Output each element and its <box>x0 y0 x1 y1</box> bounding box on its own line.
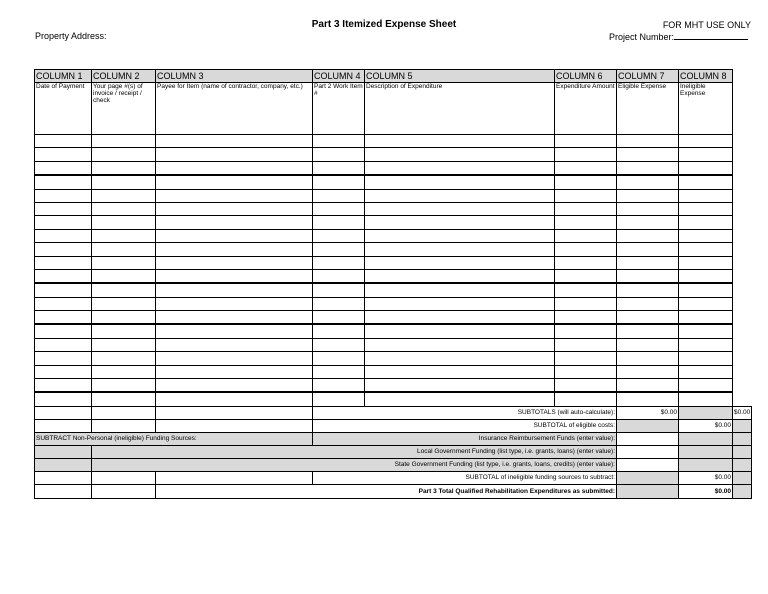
entry-cell-column-4[interactable] <box>313 229 365 242</box>
entry-cell-column-2[interactable] <box>92 352 156 365</box>
entry-cell-column-6[interactable] <box>555 175 617 189</box>
ineligible-blank-2 <box>92 471 156 484</box>
entry-cell-column-2[interactable] <box>92 202 156 215</box>
expense-entry-row <box>35 379 752 393</box>
entry-cell-column-8[interactable] <box>679 379 733 393</box>
entry-cell-column-2[interactable] <box>92 365 156 378</box>
entry-cell-column-5[interactable] <box>365 243 555 256</box>
entry-cell-column-2[interactable] <box>92 256 156 269</box>
entry-cell-column-7[interactable] <box>617 297 679 310</box>
entry-cell-column-1[interactable] <box>35 283 92 297</box>
expense-entry-row <box>35 161 752 175</box>
entry-cell-column-7[interactable] <box>617 189 679 202</box>
entry-cell-column-1[interactable] <box>35 352 92 365</box>
expense-entry-row <box>35 202 752 215</box>
entry-cell-column-8[interactable] <box>679 148 733 161</box>
entry-cell-column-2[interactable] <box>92 338 156 351</box>
entry-cell-column-7[interactable] <box>617 216 679 229</box>
expense-entry-row <box>35 392 752 406</box>
entry-cell-column-2[interactable] <box>92 379 156 393</box>
entry-cell-column-7[interactable] <box>617 283 679 297</box>
entry-cell-column-6[interactable] <box>555 283 617 297</box>
expense-entry-row <box>35 324 752 338</box>
entry-cell-column-7[interactable] <box>617 269 679 283</box>
entry-cell-column-2[interactable] <box>92 175 156 189</box>
expense-entry-row <box>35 135 752 148</box>
entry-cell-column-5[interactable] <box>365 229 555 242</box>
entry-cell-column-4[interactable] <box>313 161 365 175</box>
column-4-header: COLUMN 4 <box>313 70 365 83</box>
entry-rows <box>35 135 752 407</box>
state-gov-value-input[interactable] <box>617 458 679 471</box>
expense-entry-row <box>35 365 752 378</box>
entry-cell-column-5[interactable] <box>365 365 555 378</box>
entry-cell-column-4[interactable] <box>313 365 365 378</box>
entry-cell-column-1[interactable] <box>35 135 92 148</box>
column-3-header: COLUMN 3 <box>156 70 313 83</box>
entry-cell-column-1[interactable] <box>35 161 92 175</box>
entry-cell-column-2[interactable] <box>92 189 156 202</box>
entry-cell-column-1[interactable] <box>35 392 92 406</box>
entry-cell-column-2[interactable] <box>92 392 156 406</box>
insurance-value-input[interactable] <box>617 432 679 445</box>
entry-cell-column-3[interactable] <box>156 243 313 256</box>
column-5-description: Description of Expenditure <box>365 83 555 135</box>
entry-cell-column-6[interactable] <box>555 202 617 215</box>
entry-cell-column-3[interactable] <box>156 175 313 189</box>
project-number-label: Project Number: <box>608 32 674 42</box>
subtotals-blank-3 <box>156 406 313 419</box>
entry-cell-column-5[interactable] <box>365 392 555 406</box>
local-gov-blank <box>35 445 92 458</box>
entry-cell-column-1[interactable] <box>35 379 92 393</box>
entry-cell-column-4[interactable] <box>313 243 365 256</box>
entry-cell-column-6[interactable] <box>555 148 617 161</box>
entry-cell-column-7[interactable] <box>617 256 679 269</box>
ineligible-blank-1 <box>35 471 92 484</box>
expense-entry-row <box>35 256 752 269</box>
entry-cell-column-8[interactable] <box>679 135 733 148</box>
entry-cell-column-3[interactable] <box>156 216 313 229</box>
subtotal-col8-value: $0.00 <box>733 406 752 419</box>
entry-cell-column-3[interactable] <box>156 148 313 161</box>
total-blank-1 <box>35 484 92 498</box>
column-1-header: COLUMN 1 <box>35 70 92 83</box>
entry-cell-column-5[interactable] <box>365 311 555 325</box>
column-5-header: COLUMN 5 <box>365 70 555 83</box>
entry-cell-column-3[interactable] <box>156 269 313 283</box>
entry-cell-column-1[interactable] <box>35 297 92 310</box>
state-gov-blank <box>35 458 92 471</box>
entry-cell-column-3[interactable] <box>156 324 313 338</box>
column-7-description: Eligible Expense <box>617 83 679 135</box>
entry-cell-column-2[interactable] <box>92 148 156 161</box>
entry-cell-column-6[interactable] <box>555 392 617 406</box>
entry-cell-column-4[interactable] <box>313 352 365 365</box>
subtotals-label: SUBTOTALS (will auto-calculate): <box>313 406 617 419</box>
ineligible-blank-3 <box>156 471 313 484</box>
entry-cell-column-8[interactable] <box>679 229 733 242</box>
entry-cell-column-1[interactable] <box>35 216 92 229</box>
entry-cell-column-7[interactable] <box>617 202 679 215</box>
entry-cell-column-5[interactable] <box>365 269 555 283</box>
entry-cell-column-7[interactable] <box>617 379 679 393</box>
entry-cell-column-6[interactable] <box>555 216 617 229</box>
column-header-row <box>35 70 752 83</box>
entry-cell-column-2[interactable] <box>92 216 156 229</box>
entry-cell-column-3[interactable] <box>156 161 313 175</box>
eligible-col6-cell <box>617 419 679 432</box>
state-gov-col8-cell <box>733 458 752 471</box>
entry-cell-column-8[interactable] <box>679 269 733 283</box>
column-description-row <box>35 83 752 135</box>
insurance-row <box>35 432 752 445</box>
total-label: Part 3 Total Qualified Rehabilitation Expenditures as submitted: <box>156 484 617 498</box>
expense-entry-row <box>35 269 752 283</box>
entry-cell-column-2[interactable] <box>92 135 156 148</box>
entry-cell-column-1[interactable] <box>35 175 92 189</box>
subtotals-blank-1 <box>35 406 92 419</box>
entry-cell-column-4[interactable] <box>313 392 365 406</box>
entry-cell-column-5[interactable] <box>365 256 555 269</box>
expense-entry-row <box>35 189 752 202</box>
entry-cell-column-1[interactable] <box>35 243 92 256</box>
entry-cell-column-8[interactable] <box>679 161 733 175</box>
entry-cell-column-5[interactable] <box>365 283 555 297</box>
entry-cell-column-3[interactable] <box>156 365 313 378</box>
entry-cell-column-8[interactable] <box>679 189 733 202</box>
local-gov-col7-cell <box>679 445 733 458</box>
local-gov-col8-cell <box>733 445 752 458</box>
mht-use-only-note: FOR MHT USE ONLY <box>662 20 751 30</box>
entry-cell-column-5[interactable] <box>365 161 555 175</box>
entry-cell-column-2[interactable] <box>92 311 156 325</box>
insurance-col8-cell <box>733 432 752 445</box>
entry-cell-column-8[interactable] <box>679 352 733 365</box>
entry-cell-column-1[interactable] <box>35 189 92 202</box>
entry-cell-column-8[interactable] <box>679 392 733 406</box>
entry-cell-column-1[interactable] <box>35 338 92 351</box>
entry-cell-column-8[interactable] <box>679 216 733 229</box>
entry-cell-column-2[interactable] <box>92 243 156 256</box>
total-col8-cell <box>733 484 752 498</box>
entry-cell-column-8[interactable] <box>679 243 733 256</box>
ineligible-col8-cell <box>733 471 752 484</box>
entry-cell-column-7[interactable] <box>617 365 679 378</box>
entry-cell-column-4[interactable] <box>313 311 365 325</box>
entry-cell-column-8[interactable] <box>679 311 733 325</box>
expense-entry-row <box>35 148 752 161</box>
entry-cell-column-5[interactable] <box>365 148 555 161</box>
entry-cell-column-8[interactable] <box>679 202 733 215</box>
entry-cell-column-2[interactable] <box>92 161 156 175</box>
entry-cell-column-7[interactable] <box>617 338 679 351</box>
entry-cell-column-1[interactable] <box>35 269 92 283</box>
entry-cell-column-6[interactable] <box>555 189 617 202</box>
sheet-title: Part 3 Itemized Expense Sheet <box>311 19 457 30</box>
entry-cell-column-4[interactable] <box>313 148 365 161</box>
subtotal-col7-cell <box>679 406 733 419</box>
subtotals-row <box>35 406 752 419</box>
expense-entry-row <box>35 283 752 297</box>
entry-cell-column-4[interactable] <box>313 202 365 215</box>
entry-cell-column-3[interactable] <box>156 297 313 310</box>
entry-cell-column-3[interactable] <box>156 338 313 351</box>
entry-cell-column-5[interactable] <box>365 324 555 338</box>
entry-cell-column-4[interactable] <box>313 338 365 351</box>
entry-cell-column-5[interactable] <box>365 379 555 393</box>
state-gov-label: State Government Funding (list type, i.e. grants, loans, credits) (enter value): <box>92 458 617 471</box>
entry-cell-column-1[interactable] <box>35 229 92 242</box>
entry-cell-column-8[interactable] <box>679 338 733 351</box>
column-1-description: Date of Payment <box>35 83 92 135</box>
entry-cell-column-6[interactable] <box>555 297 617 310</box>
entry-cell-column-7[interactable] <box>617 392 679 406</box>
expense-entry-row <box>35 216 752 229</box>
entry-cell-column-5[interactable] <box>365 189 555 202</box>
entry-cell-column-6[interactable] <box>555 379 617 393</box>
entry-cell-column-4[interactable] <box>313 216 365 229</box>
entry-cell-column-4[interactable] <box>313 283 365 297</box>
entry-cell-column-7[interactable] <box>617 135 679 148</box>
entry-cell-column-6[interactable] <box>555 365 617 378</box>
entry-cell-column-4[interactable] <box>313 175 365 189</box>
entry-cell-column-4[interactable] <box>313 256 365 269</box>
insurance-col7-cell <box>679 432 733 445</box>
total-blank-2 <box>92 484 156 498</box>
column-8-description: Ineligible Expense <box>679 83 733 135</box>
entry-cell-column-8[interactable] <box>679 283 733 297</box>
entry-cell-column-6[interactable] <box>555 256 617 269</box>
column-3-description: Payee for Item (name of contractor, company, etc.) <box>156 83 313 135</box>
project-number-blank[interactable] <box>674 31 748 40</box>
total-value: $0.00 <box>679 484 733 498</box>
entry-cell-column-6[interactable] <box>555 269 617 283</box>
entry-cell-column-4[interactable] <box>313 324 365 338</box>
ineligible-value: $0.00 <box>679 471 733 484</box>
entry-cell-column-3[interactable] <box>156 202 313 215</box>
entry-cell-column-3[interactable] <box>156 229 313 242</box>
entry-cell-column-7[interactable] <box>617 243 679 256</box>
entry-cell-column-6[interactable] <box>555 243 617 256</box>
eligible-value: $0.00 <box>679 419 733 432</box>
entry-cell-column-1[interactable] <box>35 311 92 325</box>
total-col6-cell <box>617 484 679 498</box>
entry-cell-column-8[interactable] <box>679 324 733 338</box>
subtract-label: SUBTRACT Non-Personal (ineligible) Funding Sources: <box>35 432 313 445</box>
column-6-description: Expenditure Amount <box>555 83 617 135</box>
entry-cell-column-3[interactable] <box>156 256 313 269</box>
entry-cell-column-6[interactable] <box>555 161 617 175</box>
expense-entry-row <box>35 243 752 256</box>
entry-cell-column-4[interactable] <box>313 135 365 148</box>
expense-entry-row <box>35 311 752 325</box>
column-8-header: COLUMN 8 <box>679 70 733 83</box>
project-number-field[interactable] <box>609 31 748 42</box>
property-address-label: Property Address: <box>35 31 107 41</box>
entry-cell-column-7[interactable] <box>617 352 679 365</box>
expense-entry-row <box>35 338 752 351</box>
entry-cell-column-5[interactable] <box>365 352 555 365</box>
entry-cell-column-1[interactable] <box>35 148 92 161</box>
entry-cell-column-8[interactable] <box>679 297 733 310</box>
total-row <box>35 484 752 498</box>
eligible-blank-2 <box>92 419 156 432</box>
column-2-description: Your page #(s) of invoice / receipt / check <box>92 83 156 135</box>
entry-cell-column-1[interactable] <box>35 256 92 269</box>
ineligible-label: SUBTOTAL of ineligible funding sources to subtract: <box>313 471 617 484</box>
entry-cell-column-2[interactable] <box>92 324 156 338</box>
expense-entry-row <box>35 297 752 310</box>
eligible-subtotal-row <box>35 419 752 432</box>
entry-cell-column-8[interactable] <box>679 256 733 269</box>
entry-cell-column-7[interactable] <box>617 229 679 242</box>
eligible-col8-cell <box>733 419 752 432</box>
expense-table <box>34 69 752 499</box>
entry-cell-column-6[interactable] <box>555 324 617 338</box>
local-gov-row <box>35 445 752 458</box>
entry-cell-column-5[interactable] <box>365 135 555 148</box>
entry-cell-column-3[interactable] <box>156 392 313 406</box>
entry-cell-column-7[interactable] <box>617 175 679 189</box>
entry-cell-column-6[interactable] <box>555 352 617 365</box>
column-4-description: Part 2 Work Item # <box>313 83 365 135</box>
subtotal-col6-value: $0.00 <box>617 406 679 419</box>
local-gov-label: Local Government Funding (list type, i.e. grants, loans) (enter value): <box>92 445 617 458</box>
entry-cell-column-2[interactable] <box>92 229 156 242</box>
entry-cell-column-7[interactable] <box>617 311 679 325</box>
entry-cell-column-8[interactable] <box>679 365 733 378</box>
entry-cell-column-4[interactable] <box>313 189 365 202</box>
entry-cell-column-4[interactable] <box>313 269 365 283</box>
ineligible-subtotal-row <box>35 471 752 484</box>
entry-cell-column-3[interactable] <box>156 379 313 393</box>
entry-cell-column-2[interactable] <box>92 297 156 310</box>
entry-cell-column-7[interactable] <box>617 324 679 338</box>
entry-cell-column-5[interactable] <box>365 338 555 351</box>
entry-cell-column-5[interactable] <box>365 297 555 310</box>
entry-cell-column-6[interactable] <box>555 338 617 351</box>
entry-cell-column-3[interactable] <box>156 189 313 202</box>
entry-cell-column-6[interactable] <box>555 229 617 242</box>
entry-cell-column-5[interactable] <box>365 216 555 229</box>
eligible-label: SUBTOTAL of eligible costs: <box>313 419 617 432</box>
column-6-header: COLUMN 6 <box>555 70 617 83</box>
entry-cell-column-2[interactable] <box>92 269 156 283</box>
state-gov-col7-cell <box>679 458 733 471</box>
entry-cell-column-2[interactable] <box>92 283 156 297</box>
entry-cell-column-7[interactable] <box>617 161 679 175</box>
state-gov-row <box>35 458 752 471</box>
entry-cell-column-6[interactable] <box>555 311 617 325</box>
column-7-header: COLUMN 7 <box>617 70 679 83</box>
eligible-blank-1 <box>35 419 92 432</box>
insurance-label: Insurance Reimbursement Funds (enter value): <box>313 432 617 445</box>
entry-cell-column-4[interactable] <box>313 379 365 393</box>
subtotals-blank-2 <box>92 406 156 419</box>
entry-cell-column-6[interactable] <box>555 135 617 148</box>
entry-cell-column-3[interactable] <box>156 283 313 297</box>
entry-cell-column-3[interactable] <box>156 311 313 325</box>
entry-cell-column-5[interactable] <box>365 175 555 189</box>
local-gov-value-input[interactable] <box>617 445 679 458</box>
entry-cell-column-1[interactable] <box>35 202 92 215</box>
expense-entry-row <box>35 229 752 242</box>
expense-entry-row <box>35 175 752 189</box>
entry-cell-column-8[interactable] <box>679 175 733 189</box>
ineligible-col6-cell <box>617 471 679 484</box>
entry-cell-column-3[interactable] <box>156 135 313 148</box>
entry-cell-column-4[interactable] <box>313 297 365 310</box>
entry-cell-column-5[interactable] <box>365 202 555 215</box>
entry-cell-column-1[interactable] <box>35 365 92 378</box>
entry-cell-column-1[interactable] <box>35 324 92 338</box>
column-2-header: COLUMN 2 <box>92 70 156 83</box>
entry-cell-column-7[interactable] <box>617 148 679 161</box>
expense-entry-row <box>35 352 752 365</box>
eligible-blank-3 <box>156 419 313 432</box>
entry-cell-column-3[interactable] <box>156 352 313 365</box>
